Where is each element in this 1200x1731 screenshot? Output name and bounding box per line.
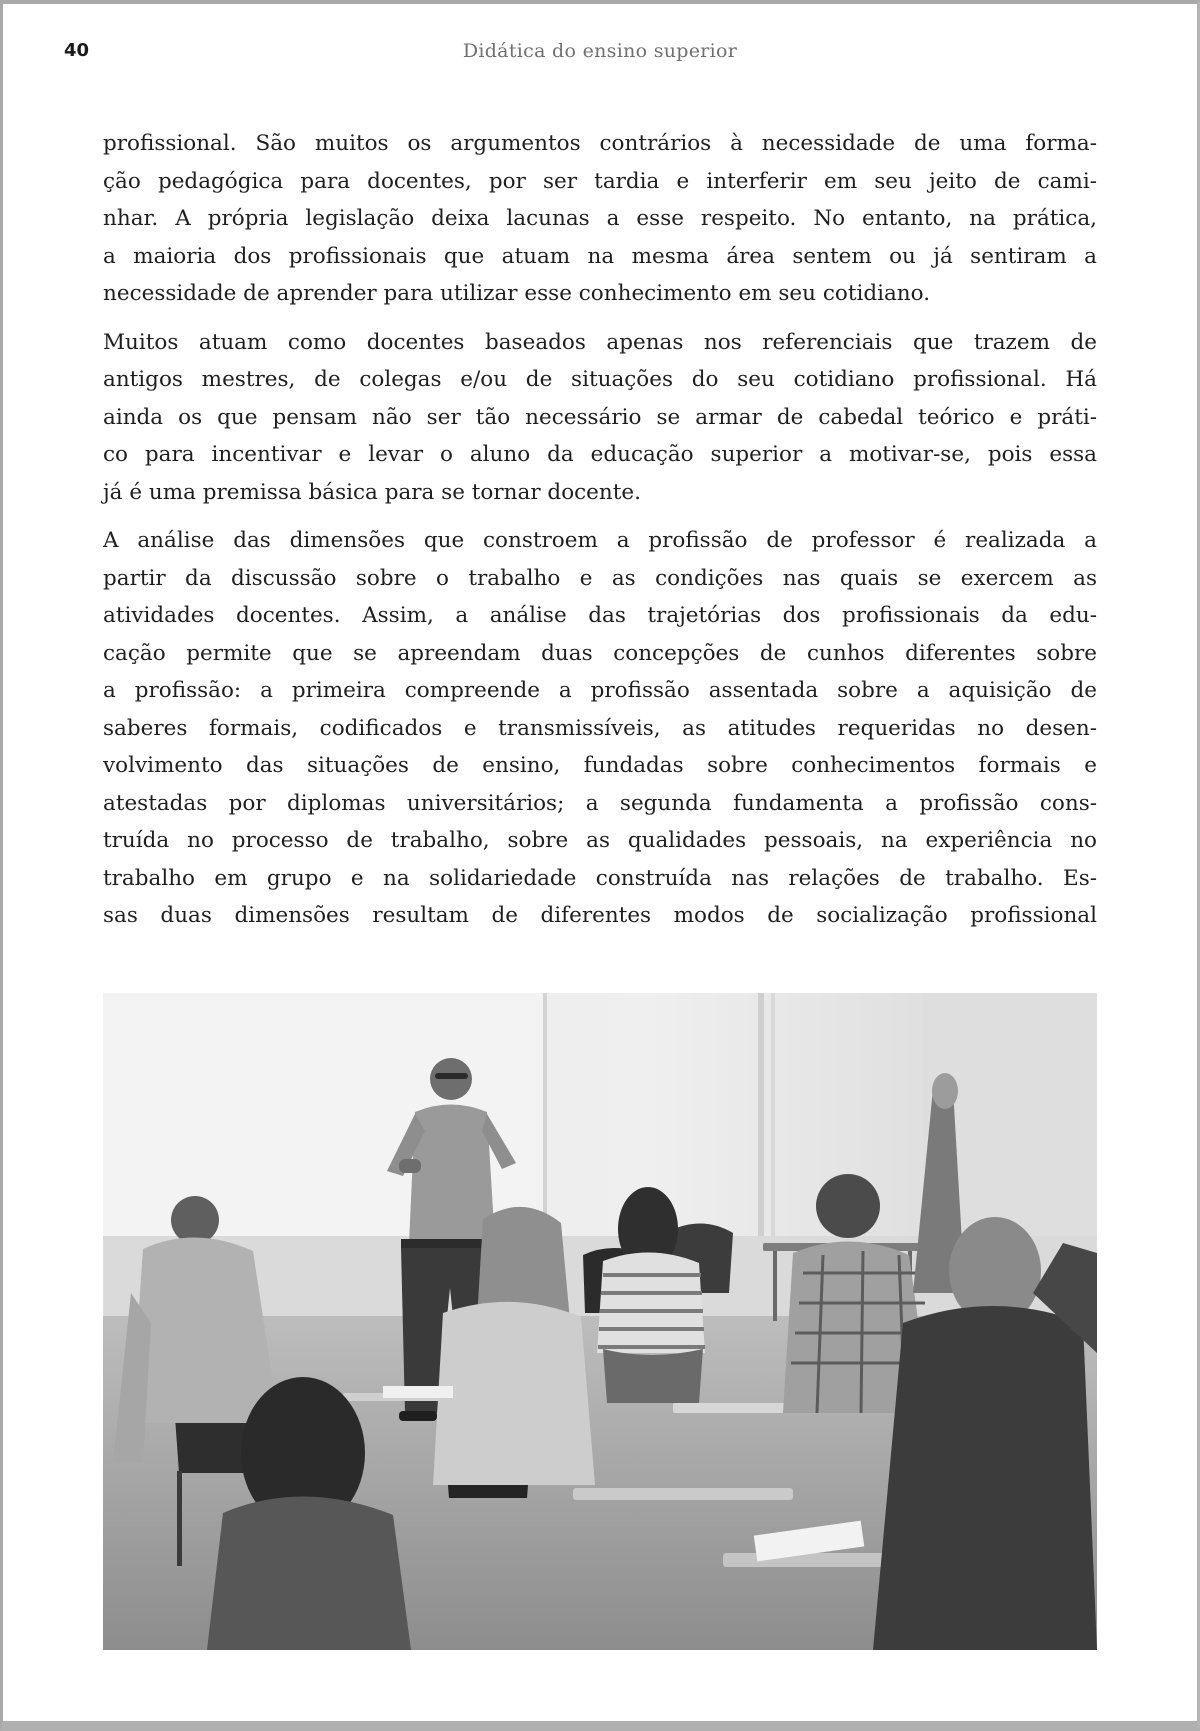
text-line: co para incentivar e levar o aluno da educação superior a motivar-se, pois essa	[103, 442, 1097, 467]
text-line: trabalho em grupo e na solidariedade construída nas relações de trabalho. Es-	[103, 865, 1097, 891]
text-line: A análise das dimensões que constroem a profissão de professor é realizada a	[103, 528, 1097, 553]
text-line: partir da discussão sobre o trabalho e as condições nas quais se exercem as	[103, 565, 1097, 591]
paragraph-3	[103, 522, 1097, 935]
text-line: truída no processo de trabalho, sobre as qualidades pessoais, na experiência no	[103, 828, 1097, 853]
body-text	[103, 125, 1097, 946]
text-line: antigos mestres, de colegas e/ou de situações do seu cotidiano profissional. Há	[103, 367, 1097, 392]
paragraph-2	[103, 324, 1097, 512]
text-line: nhar. A própria legislação deixa lacunas a esse respeito. No entanto, na prática,	[103, 206, 1097, 231]
text-line: a profissão: a primeira compreende a profissão assentada sobre a aquisição de	[103, 678, 1097, 703]
text-line: ainda os que pensam não ser tão necessário se armar de cabedal teórico e práti-	[103, 404, 1097, 430]
text-line: sas duas dimensões resultam de diferentes modos de socialização profissional	[103, 903, 1097, 928]
text-line: a maioria dos profissionais que atuam na mesma área sentem ou já sentiram a	[103, 243, 1097, 269]
text-line: Muitos atuam como docentes baseados apenas nos referenciais que trazem de	[103, 329, 1097, 355]
text-line: volvimento das situações de ensino, fundadas sobre conhecimentos formais e	[103, 753, 1097, 778]
classroom-photo	[103, 993, 1097, 1650]
text-line: saberes formais, codificados e transmissíveis, as atitudes requeridas no desen-	[103, 715, 1097, 741]
text-line: cação permite que se apreendam duas concepções de cunhos diferentes sobre	[103, 640, 1097, 666]
text-line: necessidade de aprender para utilizar esse conhecimento em seu cotidiano.	[103, 281, 931, 306]
page-number: 40	[64, 40, 90, 61]
text-line: já é uma premissa básica para se tornar docente.	[103, 479, 641, 505]
running-head: Didática do ensino superior	[462, 40, 738, 62]
text-line: atestadas por diplomas universitários; a segunda fundamenta a profissão cons-	[103, 790, 1097, 816]
text-line: profissional. São muitos os argumentos contrários à necessidade de uma forma-	[103, 131, 1097, 156]
text-line: ção pedagógica para docentes, por ser tardia e interferir em seu jeito de cami-	[103, 168, 1097, 194]
text-line: atividades docentes. Assim, a análise das trajetórias dos profissionais da edu-	[103, 603, 1097, 628]
paragraph-1	[103, 125, 1097, 313]
